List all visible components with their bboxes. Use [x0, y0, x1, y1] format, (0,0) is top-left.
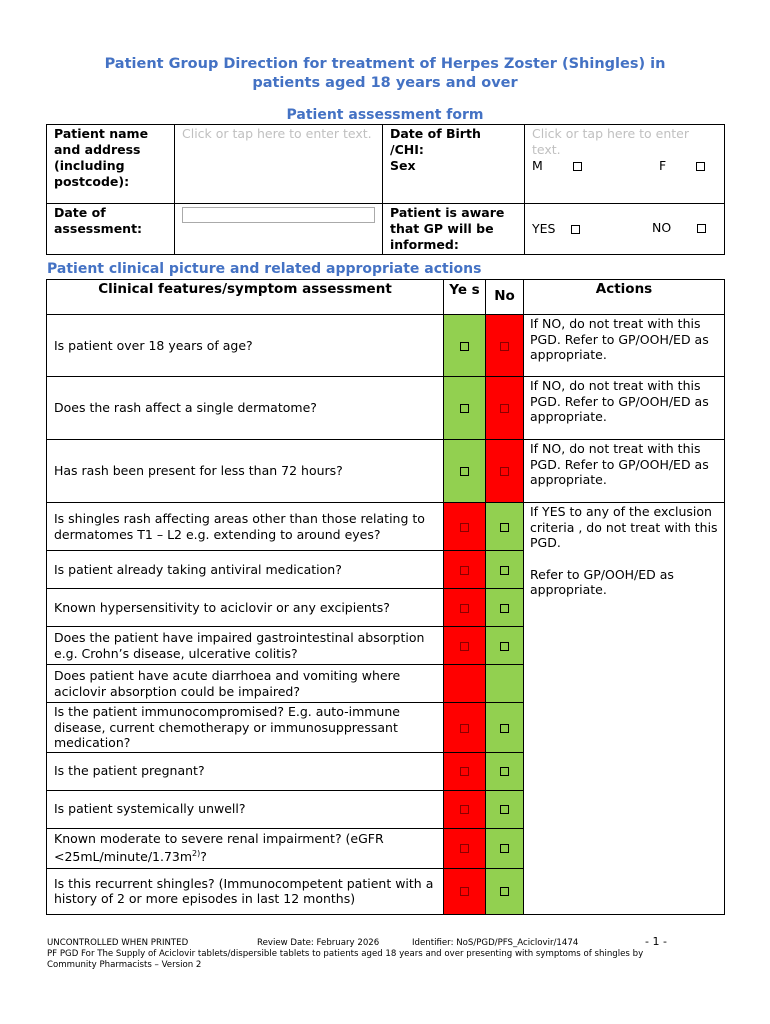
- no-checkbox[interactable]: [500, 404, 509, 413]
- yes-checkbox[interactable]: [460, 767, 469, 776]
- header-yes: Ye s: [444, 280, 486, 315]
- yes-cell: [444, 790, 486, 828]
- clinical-assessment-table: [46, 279, 725, 915]
- exclusion-action-text: If YES to any of the exclusion criteria , do not treat with this PGD.: [530, 504, 718, 550]
- question-text: Known moderate to severe renal impairment? (eGFR <25mL/minute/1.73m: [54, 830, 384, 865]
- gp-yes-checkbox[interactable]: [571, 225, 580, 234]
- yes-cell: [444, 627, 486, 665]
- question-cell: [47, 665, 444, 703]
- table-row: [47, 440, 725, 503]
- no-cell: [486, 752, 524, 790]
- question-text: Is patient already taking antiviral medication?: [54, 561, 342, 577]
- no-checkbox[interactable]: [500, 642, 509, 651]
- footer-line-2: PF PGD For The Supply of Aciclovir tablets/dispersible tablets to patients aged 18 years and over presenting with symptoms of shingles by: [47, 949, 644, 959]
- yes-checkbox[interactable]: [460, 404, 469, 413]
- sex-f-label: F: [659, 158, 667, 173]
- yes-checkbox[interactable]: [460, 342, 469, 351]
- no-checkbox[interactable]: [500, 523, 509, 532]
- header-actions: Actions: [524, 280, 725, 315]
- footer-uncontrolled: UNCONTROLLED WHEN PRINTED: [47, 938, 189, 948]
- dob-label: Date of Birth /CHI:: [390, 126, 481, 157]
- question-cell: [47, 589, 444, 627]
- question-cell: [47, 828, 444, 868]
- no-cell: [486, 627, 524, 665]
- yes-cell: [444, 868, 486, 914]
- no-cell: [486, 790, 524, 828]
- question-cell: [47, 790, 444, 828]
- patient-name-label: Patient name and address (including postcode):: [47, 125, 175, 204]
- no-checkbox[interactable]: [500, 566, 509, 575]
- no-cell: [486, 315, 524, 377]
- form-title: Patient assessment form: [286, 107, 484, 123]
- table-row: [47, 503, 725, 551]
- question-cell: [47, 868, 444, 914]
- header-clinical: Clinical features/symptom assessment: [47, 280, 444, 315]
- yes-cell: [444, 752, 486, 790]
- no-cell: [486, 440, 524, 503]
- question-cell: [47, 440, 444, 503]
- no-cell: [486, 868, 524, 914]
- gp-no-label: NO: [652, 220, 672, 235]
- gp-no-checkbox[interactable]: [697, 224, 706, 233]
- no-checkbox[interactable]: [500, 805, 509, 814]
- action-cell-exclusion: [524, 503, 725, 915]
- no-checkbox[interactable]: [500, 767, 509, 776]
- question-text: Is the patient pregnant?: [54, 763, 205, 779]
- no-cell: [486, 589, 524, 627]
- yes-checkbox[interactable]: [460, 467, 469, 476]
- no-cell: [486, 551, 524, 589]
- patient-details-table: [46, 124, 725, 255]
- yes-checkbox[interactable]: [460, 887, 469, 896]
- question-text: Is shingles rash affecting areas other than those relating to dermatomes T1 – L2 e.g. extending to around eyes?: [54, 511, 425, 542]
- question-tail: ?: [200, 849, 207, 865]
- yes-cell: [444, 377, 486, 440]
- question-cell: [47, 703, 444, 753]
- yes-cell: [444, 828, 486, 868]
- question-cell: [47, 627, 444, 665]
- refer-action-text: Refer to GP/OOH/ED as appropriate.: [530, 566, 674, 597]
- yes-checkbox[interactable]: [460, 805, 469, 814]
- question-cell: [47, 503, 444, 551]
- no-cell: [486, 503, 524, 551]
- question-cell: [47, 752, 444, 790]
- gp-informed-label: Patient is aware that GP will be informed:: [383, 204, 525, 255]
- title-line-1: Patient Group Direction for treatment of Herpes Zoster (Shingles) in: [104, 56, 666, 72]
- question-text: Is this recurrent shingles? (Immunocompetent patient with a history of 2 or more episodes in last 12 months): [54, 875, 434, 906]
- yes-checkbox[interactable]: [460, 604, 469, 613]
- no-checkbox[interactable]: [500, 887, 509, 896]
- header-no: No: [486, 280, 524, 315]
- footer: [47, 935, 727, 971]
- no-checkbox[interactable]: [500, 342, 509, 351]
- question-text: Is patient systemically unwell?: [54, 801, 246, 817]
- question-superscript: 2): [192, 849, 201, 859]
- yes-checkbox[interactable]: [460, 844, 469, 853]
- no-cell: [486, 828, 524, 868]
- no-cell: [486, 377, 524, 440]
- action-cell: If NO, do not treat with this PGD. Refer to GP/OOH/ED as appropriate.: [524, 377, 725, 440]
- yes-checkbox[interactable]: [460, 724, 469, 733]
- yes-cell: [444, 665, 486, 703]
- question-cell: [47, 315, 444, 377]
- yes-cell: [444, 440, 486, 503]
- footer-line-3: Community Pharmacists – Version 2: [47, 960, 202, 970]
- date-assessment-field[interactable]: [182, 207, 375, 223]
- no-checkbox[interactable]: [500, 844, 509, 853]
- yes-cell: [444, 589, 486, 627]
- question-text: Does patient have acute diarrhoea and vomiting where aciclovir absorption could be impaired?: [54, 668, 401, 699]
- no-checkbox[interactable]: [500, 467, 509, 476]
- patient-name-field[interactable]: Click or tap here to enter text.: [175, 125, 383, 204]
- table-row: [47, 315, 725, 377]
- document-title: [40, 55, 730, 93]
- question-text: Is the patient immunocompromised? E.g. auto-immune disease, current chemotherapy or immunosuppressant medication?: [54, 704, 400, 750]
- question-text: Has rash been present for less than 72 hours?: [54, 463, 343, 479]
- footer-page: - 1 -: [645, 935, 667, 948]
- dob-field[interactable]: Click or tap here to enter text.: [532, 126, 689, 157]
- no-checkbox[interactable]: [500, 604, 509, 613]
- sex-m-checkbox[interactable]: [573, 162, 582, 171]
- date-assessment-label: Date of assessment:: [47, 204, 175, 255]
- gp-yes-label: YES: [532, 221, 556, 236]
- question-text: Does the rash affect a single dermatome?: [54, 400, 317, 416]
- title-line-2: patients aged 18 years and over: [252, 75, 518, 91]
- action-cell: If NO, do not treat with this PGD. Refer to GP/OOH/ED as appropriate.: [524, 315, 725, 377]
- yes-checkbox[interactable]: [460, 566, 469, 575]
- footer-identifier: Identifier: NoS/PGD/PFS_Aciclovir/1474: [412, 938, 579, 948]
- question-text: Is patient over 18 years of age?: [54, 337, 253, 353]
- no-cell: [486, 703, 524, 753]
- footer-review: Review Date: February 2026: [257, 938, 380, 948]
- yes-checkbox[interactable]: [460, 642, 469, 651]
- yes-cell: [444, 551, 486, 589]
- no-cell: [486, 665, 524, 703]
- question-text: Does the patient have impaired gastrointestinal absorption e.g. Crohn’s disease, ulcerative colitis?: [54, 630, 425, 661]
- action-cell: If NO, do not treat with this PGD. Refer to GP/OOH/ED as appropriate.: [524, 440, 725, 503]
- question-text: Known hypersensitivity to aciclovir or any excipients?: [54, 599, 390, 615]
- yes-cell: [444, 503, 486, 551]
- question-cell: [47, 377, 444, 440]
- question-cell: [47, 551, 444, 589]
- sex-f-checkbox[interactable]: [696, 162, 705, 171]
- table-row: [47, 377, 725, 440]
- section-title: Patient clinical picture and related appropriate actions: [47, 261, 482, 277]
- no-checkbox[interactable]: [500, 724, 509, 733]
- sex-m-label: M: [532, 158, 543, 173]
- yes-cell: [444, 315, 486, 377]
- yes-cell: [444, 703, 486, 753]
- yes-checkbox[interactable]: [460, 523, 469, 532]
- sex-label: Sex: [390, 158, 416, 173]
